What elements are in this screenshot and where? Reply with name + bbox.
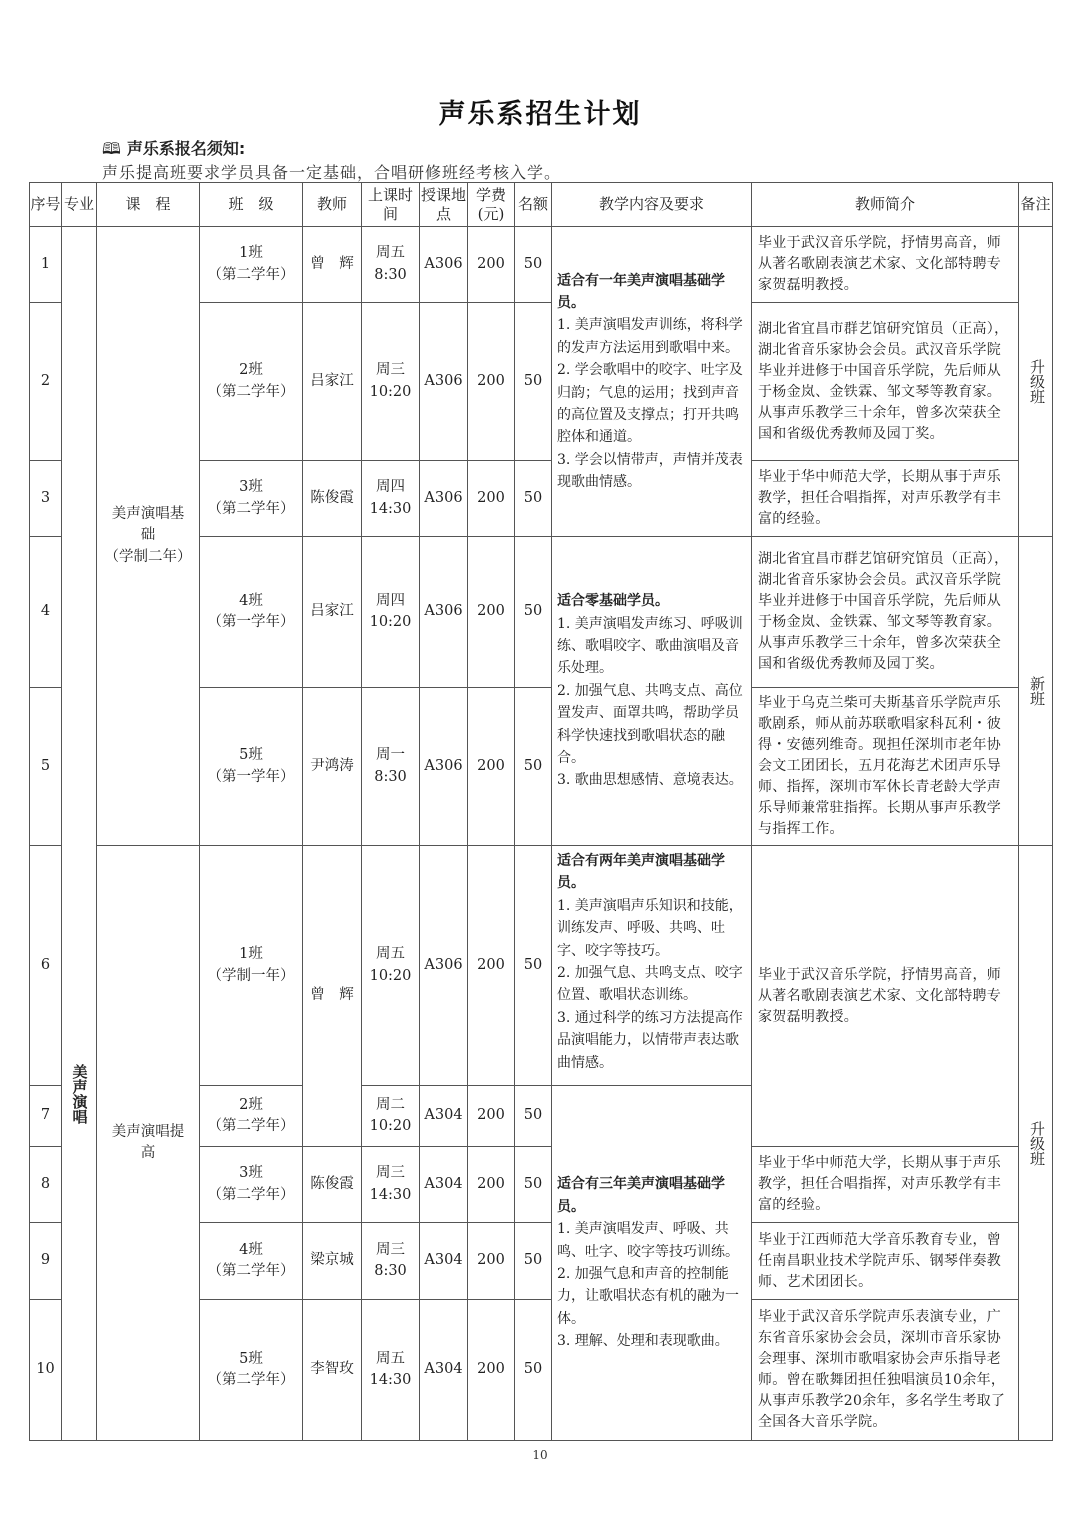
content-1-item: 3. 学会以情带声，声情并茂表现歌曲情感。 (557, 451, 743, 491)
class-cell (200, 537, 303, 688)
content-1-item: 1. 美声演唱发声训练，将科学的发声方法运用到歌唱中来。 (557, 317, 743, 356)
header-fee: 学费(元) (468, 183, 515, 227)
quota-cell: 50 (515, 461, 552, 537)
quota-cell: 50 (515, 1086, 552, 1147)
page-title: 声乐系招生计划 (438, 99, 642, 130)
class-cell (200, 1223, 303, 1300)
fee-cell: 200 (468, 688, 515, 846)
seq-cell: 2 (30, 303, 62, 461)
time-cell (362, 1300, 420, 1441)
seq-cell: 9 (30, 1223, 62, 1300)
class-sub: （学制一年） (207, 967, 295, 984)
content-cell-2 (552, 537, 752, 846)
content-1-title: 适合有一年美声演唱基础学员。 (557, 272, 725, 311)
class-sub: （第二学年） (207, 1118, 295, 1134)
seq-cell: 5 (30, 688, 62, 846)
place-cell: A306 (420, 303, 468, 461)
time-day: 周三 (376, 1241, 405, 1258)
class-cell (200, 1147, 303, 1223)
place-cell: A304 (420, 1086, 468, 1147)
time-hour: 14:30 (369, 1186, 412, 1203)
quota-cell: 50 (515, 688, 552, 846)
time-hour: 14:30 (369, 500, 412, 517)
bio-cell: 毕业于华中师范大学，长期从事于声乐教学，担任合唱指挥，对声乐教学有丰富的经验。 (752, 461, 1019, 537)
bio-cell: 湖北省宜昌市群艺馆研究馆员（正高），湖北省音乐家协会会员。武汉音乐学院毕业并进修于中国音乐学院，先后师从于杨金岚、金铁霖、邹文琴等教育家。从事声乐教学三十余年，曾多次荣获全国和省级优秀教师及园丁奖。 (752, 537, 1019, 688)
class-sub: （第二学年） (207, 266, 295, 283)
content-cell-3 (552, 846, 752, 1086)
time-day: 周三 (376, 362, 405, 379)
class-cell (200, 227, 303, 303)
table-row (30, 227, 1053, 303)
header-course: 课 程 (97, 183, 200, 227)
quota-cell: 50 (515, 1300, 552, 1441)
place-cell: A304 (420, 1147, 468, 1223)
book-icon: 🕮 (102, 139, 121, 158)
content-1-item: 2. 学会歌唱中的咬字、吐字及归韵；气息的运用；找到声音的高位置及支撑点；打开共鸣腔体和通道。 (557, 362, 743, 446)
time-cell (362, 1223, 420, 1300)
seq-cell: 3 (30, 461, 62, 537)
class-name: 1班 (239, 946, 263, 963)
time-hour: 10:20 (369, 614, 412, 630)
time-day: 周三 (376, 1165, 405, 1182)
header-bio: 教师简介 (752, 183, 1019, 227)
fee-cell: 200 (468, 1086, 515, 1147)
bio-cell: 毕业于江西师范大学音乐教育专业，曾任南昌职业技术学院声乐、钢琴伴奏教师、艺术团团长。 (752, 1223, 1019, 1300)
time-cell (362, 1147, 420, 1223)
fee-cell: 200 (468, 461, 515, 537)
time-cell (362, 688, 420, 846)
teacher-cell: 梁京城 (303, 1223, 362, 1300)
class-name: 5班 (239, 1350, 263, 1367)
class-name: 5班 (239, 747, 263, 764)
place-cell: A306 (420, 461, 468, 537)
content-3-title: 适合有两年美声演唱基础学员。 (557, 853, 725, 892)
content-4-title: 适合有三年美声演唱基础学员。 (557, 1176, 725, 1215)
seq-cell: 7 (30, 1086, 62, 1147)
time-cell (362, 303, 420, 461)
class-sub: （第一学年） (207, 768, 295, 785)
place-cell: A304 (420, 1223, 468, 1300)
notice-heading-text: 声乐系报名须知: (126, 139, 246, 158)
content-cell-4 (552, 1086, 752, 1441)
table-header-row (30, 183, 1053, 227)
place-cell: A306 (420, 227, 468, 303)
time-day: 周四 (376, 479, 405, 496)
bio-cell: 毕业于武汉音乐学院，抒情男高音，师从著名歌剧表演艺术家、文化部特聘专家贺磊明教授。 (752, 846, 1019, 1147)
class-cell (200, 846, 303, 1086)
class-sub: （第二学年） (207, 383, 295, 400)
time-cell (362, 537, 420, 688)
content-2-title: 适合零基础学员。 (557, 593, 669, 610)
seq-cell: 8 (30, 1147, 62, 1223)
content-4-item: 3. 理解、处理和表现歌曲。 (557, 1333, 729, 1350)
quota-cell: 50 (515, 1147, 552, 1223)
time-day: 周五 (376, 1350, 405, 1367)
quota-cell: 50 (515, 537, 552, 688)
time-cell (362, 1086, 420, 1147)
class-sub: （第二学年） (207, 1372, 295, 1388)
course-basic-name: 美声演唱基础 (111, 506, 185, 544)
content-4-item: 2. 加强气息和声音的控制能力，让歌唱状态有机的融为一体。 (557, 1266, 739, 1327)
time-day: 周五 (376, 245, 405, 262)
place-cell: A306 (420, 537, 468, 688)
header-content: 教学内容及要求 (552, 183, 752, 227)
class-cell (200, 303, 303, 461)
header-teacher: 教师 (303, 183, 362, 227)
content-3-item: 2. 加强气息、共鸣支点、咬字位置、歌唱状态训练。 (557, 964, 743, 1004)
note-upgrade: 升级班 (1028, 1120, 1046, 1166)
fee-cell: 200 (468, 846, 515, 1086)
place-cell: A306 (420, 688, 468, 846)
time-day: 周一 (376, 747, 405, 764)
note-cell (1019, 227, 1053, 537)
course-basic-cell (97, 227, 200, 846)
seq-cell: 4 (30, 537, 62, 688)
quota-cell: 50 (515, 227, 552, 303)
class-name: 2班 (239, 1096, 263, 1113)
content-3-item: 3. 通过科学的练习方法提高作品演唱能力，以情带声表达歌曲情感。 (557, 1009, 743, 1071)
class-name: 1班 (239, 245, 263, 262)
note-new: 新班 (1028, 676, 1046, 706)
header-seq: 序号 (30, 183, 62, 227)
time-cell (362, 227, 420, 303)
class-sub: （第一学年） (207, 614, 295, 630)
quota-cell: 50 (515, 846, 552, 1086)
page-number: 10 (532, 1448, 548, 1462)
class-name: 3班 (239, 1165, 263, 1182)
time-hour: 8:30 (374, 266, 407, 283)
teacher-cell: 曾 辉 (303, 227, 362, 303)
fee-cell: 200 (468, 303, 515, 461)
bio-cell: 毕业于华中师范大学，长期从事于声乐教学，担任合唱指挥，对声乐教学有丰富的经验。 (752, 1147, 1019, 1223)
class-cell (200, 1086, 303, 1147)
time-cell (362, 461, 420, 537)
class-name: 3班 (239, 479, 263, 496)
teacher-cell: 李智玫 (303, 1300, 362, 1441)
header-time: 上课时间 (362, 183, 420, 227)
header-major: 专业 (62, 183, 97, 227)
seq-cell: 6 (30, 846, 62, 1086)
class-name: 2班 (239, 362, 263, 379)
time-day: 周二 (376, 1096, 405, 1113)
quota-cell: 50 (515, 1223, 552, 1300)
bio-cell: 湖北省宜昌市群艺馆研究馆员（正高），湖北省音乐家协会会员。武汉音乐学院毕业并进修于中国音乐学院，先后师从于杨金岚、金铁霖、邹文琴等教育家。从事声乐教学三十余年，曾多次荣获全国和省级优秀教师及园丁奖。 (752, 303, 1019, 461)
fee-cell: 200 (468, 537, 515, 688)
content-4-item: 1. 美声演唱发声、呼吸、共鸣、吐字、咬字等技巧训练。 (557, 1221, 739, 1260)
teacher-cell: 陈俊霞 (303, 1147, 362, 1223)
place-cell: A306 (420, 846, 468, 1086)
class-name: 4班 (239, 1241, 263, 1258)
time-hour: 10:20 (369, 967, 412, 984)
note-cell (1019, 846, 1053, 1441)
content-2-item: 3. 歌曲思想感情、意境表达。 (557, 772, 743, 789)
major-cell (62, 227, 97, 1441)
header-quota: 名额 (515, 183, 552, 227)
time-hour: 10:20 (369, 1118, 412, 1134)
teacher-cell: 曾 辉 (303, 846, 362, 1147)
time-day: 周五 (376, 946, 405, 963)
fee-cell: 200 (468, 1147, 515, 1223)
major-name: 美声演唱 (70, 1063, 89, 1124)
notice-text: 声乐提高班要求学员具备一定基础，合唱研修班经考核入学。 (102, 163, 562, 182)
fee-cell: 200 (468, 1300, 515, 1441)
note-upgrade: 升级班 (1028, 359, 1046, 404)
class-sub: （第二学年） (207, 1263, 295, 1279)
teacher-cell: 吕家江 (303, 303, 362, 461)
header-note: 备注 (1019, 183, 1053, 227)
content-cell-1 (552, 227, 752, 537)
fee-cell: 200 (468, 1223, 515, 1300)
fee-cell: 200 (468, 227, 515, 303)
content-2-item: 1. 美声演唱发声练习、呼吸训练、歌唱咬字、歌曲演唱及音乐处理。 (557, 615, 743, 677)
seq-cell: 10 (30, 1300, 62, 1441)
time-cell (362, 846, 420, 1086)
header-place: 授课地点 (420, 183, 468, 227)
teacher-cell: 陈俊霞 (303, 461, 362, 537)
time-hour: 10:20 (369, 383, 412, 400)
content-2-item: 2. 加强气息、共鸣支点、高位置发声、面罩共鸣，帮助学员科学快速找到歌唱状态的融合。 (557, 682, 743, 766)
quota-cell: 50 (515, 303, 552, 461)
time-hour: 14:30 (369, 1372, 412, 1388)
class-name: 4班 (239, 592, 263, 609)
header-class: 班 级 (200, 183, 303, 227)
time-hour: 8:30 (374, 1263, 407, 1279)
class-sub: （第二学年） (207, 1186, 295, 1203)
teacher-cell: 尹鸿涛 (303, 688, 362, 846)
seq-cell: 1 (30, 227, 62, 303)
enrollment-table (29, 182, 1053, 1441)
class-cell (200, 688, 303, 846)
time-day: 周四 (376, 592, 405, 609)
course-basic-sub: （学制二年） (104, 548, 192, 565)
class-cell (200, 1300, 303, 1441)
course-advanced-cell: 美声演唱提高 (97, 846, 200, 1441)
note-cell (1019, 537, 1053, 846)
teacher-cell: 吕家江 (303, 537, 362, 688)
bio-cell: 毕业于乌克兰柴可夫斯基音乐学院声乐歌剧系，师从前苏联歌唱家科瓦利・彼得・安德列维奇。现担任深圳市老年协会文工团团长，五月花海艺术团声乐导师、指挥，深圳市军休长青老龄大学声乐导师兼常驻指挥。长期从事声乐教学与指挥工作。 (752, 688, 1019, 846)
time-hour: 8:30 (374, 768, 407, 785)
bio-cell: 毕业于武汉音乐学院，抒情男高音，师从著名歌剧表演艺术家、文化部特聘专家贺磊明教授。 (752, 227, 1019, 303)
bio-cell: 毕业于武汉音乐学院声乐表演专业，广东省音乐家协会会员，深圳市音乐家协会理事、深圳市歌唱家协会声乐指导老师。曾在歌舞团担任独唱演员10余年，从事声乐教学20余年，多名学生考取了全国各大音乐学院。 (752, 1300, 1019, 1441)
class-sub: （第二学年） (207, 500, 295, 517)
content-3-item: 1. 美声演唱声乐知识和技能，训练发声、呼吸、共鸣、吐字、咬字等技巧。 (557, 897, 743, 959)
place-cell: A304 (420, 1300, 468, 1441)
table-row (30, 846, 1053, 1086)
class-cell (200, 461, 303, 537)
